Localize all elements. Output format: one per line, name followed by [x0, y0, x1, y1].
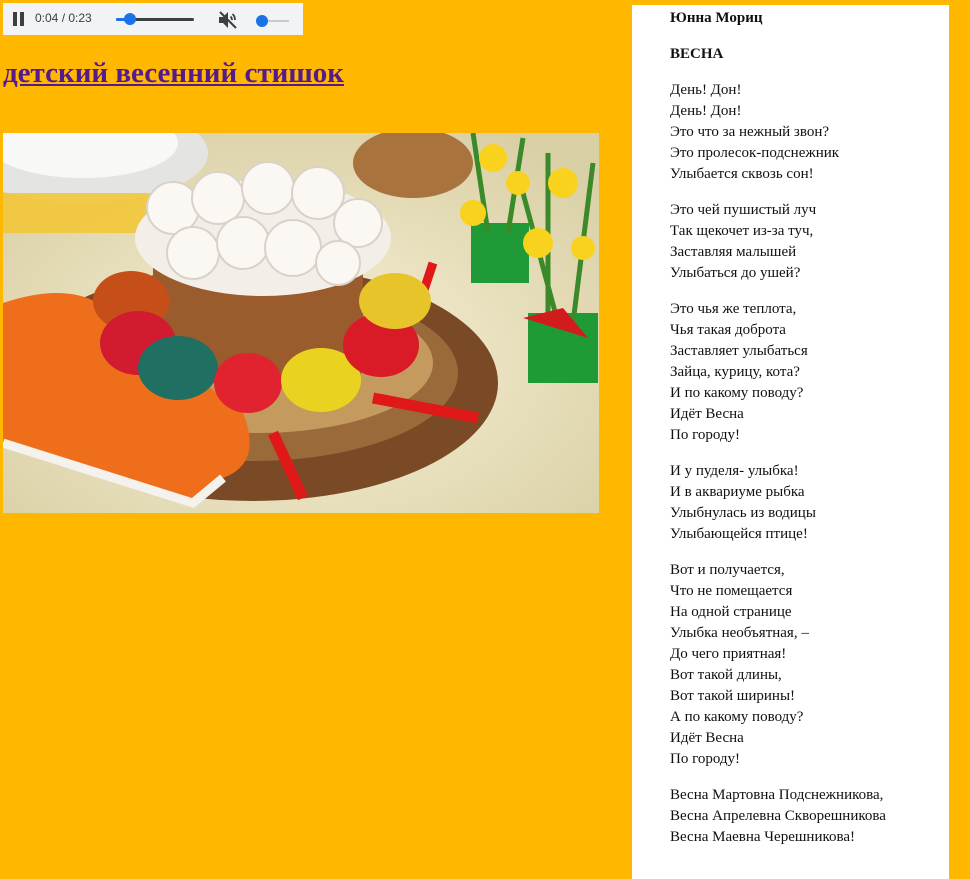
poem-line: Весна Мартовна Подснежникова,	[670, 787, 884, 803]
page-title-link[interactable]: детский весенний стишок	[3, 57, 344, 89]
poem-line: Улыбнулась из водицы	[670, 505, 816, 521]
poem-stanza	[670, 461, 949, 545]
time-display: 0:04 / 0:23	[35, 11, 92, 25]
poem-line: Улыбающейся птице!	[670, 526, 808, 542]
poem-panel	[632, 5, 949, 879]
poem-line: Заставляя малышей	[670, 244, 797, 260]
poem-line: Что не помещается	[670, 583, 793, 599]
poem-line: Весна Маевна Черешникова!	[670, 829, 856, 845]
poem-stanza	[670, 299, 949, 446]
poem-line: День! Дон!	[670, 82, 742, 98]
poem-line: По городу!	[670, 751, 741, 767]
poem-line: И у пуделя- улыбка!	[670, 463, 799, 479]
poem-line: Идёт Весна	[670, 406, 744, 422]
poem-stanza	[670, 560, 949, 770]
poem-line: Это пролесок-подснежник	[670, 145, 840, 161]
poem-line: Это чей пушистый луч	[670, 202, 817, 218]
poem-line: А по какому поводу?	[670, 709, 804, 725]
poem-stanza	[670, 80, 949, 185]
poem-line: И в аквариуме рыбка	[670, 484, 805, 500]
poem-line: Чья такая доброта	[670, 322, 786, 338]
progress-slider[interactable]	[116, 18, 194, 21]
easter-cake-image	[3, 133, 599, 513]
poem-stanza	[670, 785, 949, 848]
poem-line: По городу!	[670, 427, 741, 443]
poem-line: Улыбаться до ушей?	[670, 265, 801, 281]
poem-line: Так щекочет из-за туч,	[670, 223, 814, 239]
poem-line: День! Дон!	[670, 103, 742, 119]
progress-thumb[interactable]	[124, 13, 136, 25]
poem-line: И по какому поводу?	[670, 385, 804, 401]
poem-line: Вот такой ширины!	[670, 688, 796, 704]
poem-author: Юнна Мориц	[670, 10, 763, 26]
poem-line: Идёт Весна	[670, 730, 744, 746]
volume-thumb[interactable]	[256, 15, 268, 27]
poem-line: Вот такой длины,	[670, 667, 782, 683]
pause-icon[interactable]	[12, 12, 25, 26]
poem-line: Улыбается сквозь сон!	[670, 166, 814, 182]
poem-line: На одной странице	[670, 604, 792, 620]
poem-line: До чего приятная!	[670, 646, 787, 662]
volume-slider[interactable]	[261, 20, 289, 22]
poem-line: Зайца, курицу, кота?	[670, 364, 800, 380]
poem-line: Весна Апрелевна Скворешникова	[670, 808, 886, 824]
poem-line: Вот и получается,	[670, 562, 785, 578]
audio-player	[3, 3, 303, 35]
poem-stanza	[670, 200, 949, 284]
poem-line: Заставляет улыбаться	[670, 343, 808, 359]
volume-muted-icon[interactable]	[217, 10, 239, 30]
poem-line: Улыбка необъятная, –	[670, 625, 809, 641]
poem-line: Это что за нежный звон?	[670, 124, 830, 140]
poem-title: ВЕСНА	[670, 46, 724, 62]
poem-line: Это чья же теплота,	[670, 301, 797, 317]
poem-body	[670, 80, 949, 848]
